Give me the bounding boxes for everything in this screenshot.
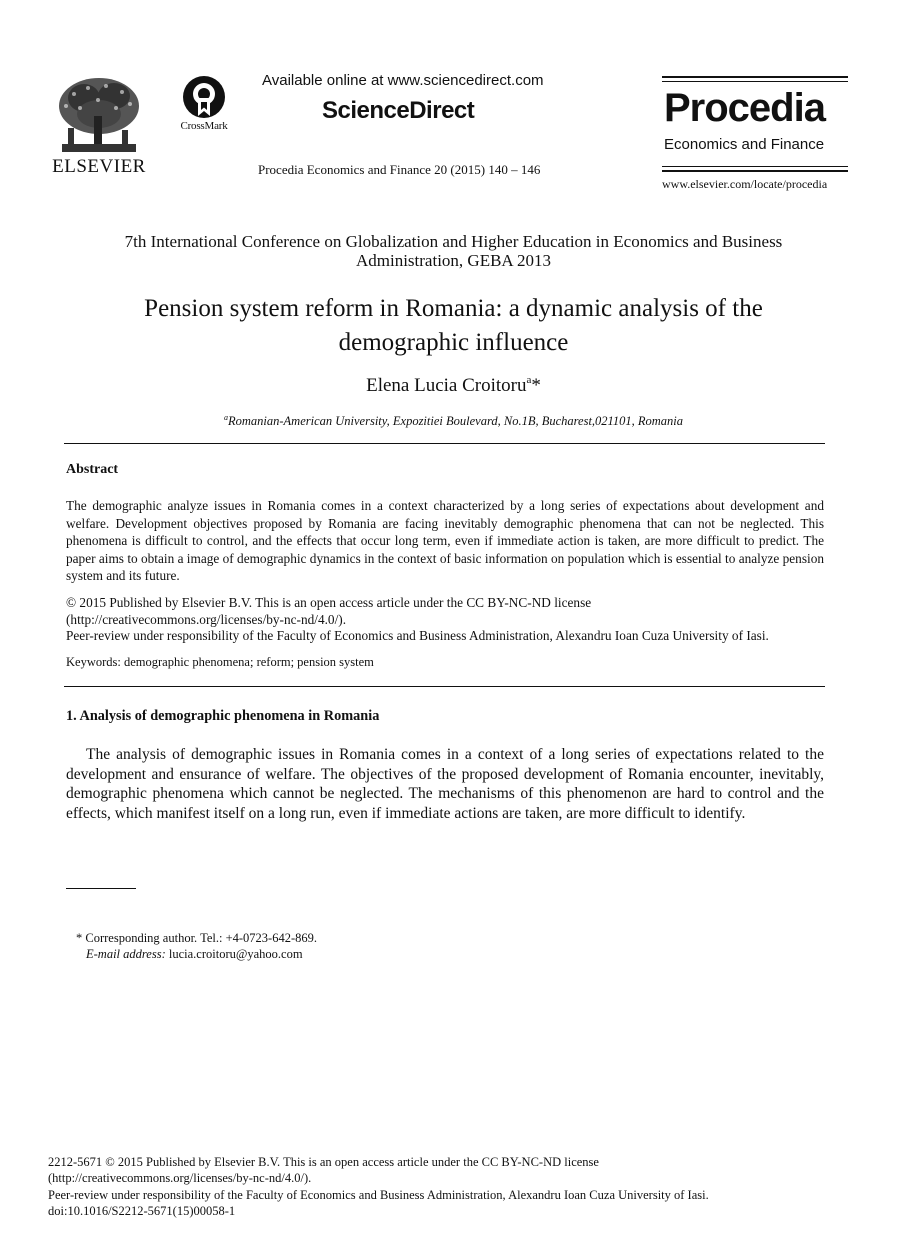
email-address[interactable]: lucia.croitoru@yahoo.com xyxy=(168,947,303,961)
author-line xyxy=(40,374,867,397)
abstract-top-rule xyxy=(64,443,825,444)
email-label: E-mail address: xyxy=(86,947,166,961)
procedia-bottom-rule xyxy=(662,170,848,172)
author-corresponding-mark: * xyxy=(531,375,541,396)
crossmark-label: CrossMark xyxy=(180,120,228,132)
journal-reference: Procedia Economics and Finance 20 (2015) 140 – 146 xyxy=(258,162,541,177)
journal-url-link[interactable]: www.elsevier.com/locate/procedia xyxy=(662,177,828,191)
procedia-top-rule-thin xyxy=(662,81,848,82)
elsevier-logo xyxy=(52,76,146,176)
section-heading: 1. Analysis of demographic phenomena in Romania xyxy=(66,708,380,724)
keywords: Keywords: demographic phenomena; reform; pension system xyxy=(66,655,374,669)
author-affiliation-mark: a xyxy=(526,374,532,386)
conference-line-2: Administration, GEBA 2013 xyxy=(355,251,552,270)
author-name: Elena Lucia Croitoru xyxy=(366,375,527,396)
footer-license-link[interactable]: (http://creativecommons.org/licenses/by-nc-nd/4.0/). xyxy=(48,1171,312,1186)
affiliation-text: Romanian-American University, Expozitiei Boulevard, No.1B, Bucharest,021101, Romania xyxy=(227,414,684,428)
abstract-heading: Abstract xyxy=(66,462,119,477)
license-block xyxy=(66,595,824,645)
affiliation-mark: a xyxy=(223,413,228,422)
paper-title xyxy=(40,292,867,360)
title-line-2: demographic influence xyxy=(338,329,569,356)
footer-license-line: 2212-5671 © 2015 Published by Elsevier B.V. This is an open access article under the CC BY-NC-ND license xyxy=(48,1155,599,1169)
procedia-logo xyxy=(662,76,848,196)
elsevier-tree-icon xyxy=(54,76,144,154)
license-link[interactable]: (http://creativecommons.org/licenses/by-nc-nd/4.0/). xyxy=(66,611,347,627)
affiliation xyxy=(40,413,867,429)
peer-review-line: Peer-review under responsibility of the Faculty of Economics and Business Administration, Alexandru Ioan Cuza University of Iasi. xyxy=(66,628,769,643)
available-online-text: Available online at www.sciencedirect.com xyxy=(262,72,544,89)
license-line: © 2015 Published by Elsevier B.V. This is an open access article under the CC BY-NC-ND license xyxy=(66,595,592,610)
abstract-bottom-rule xyxy=(64,686,825,687)
crossmark-icon xyxy=(181,74,227,120)
procedia-wordmark: Procedia xyxy=(664,86,825,130)
corresponding-author-note: * Corresponding author. Tel.: +4-0723-642-869. xyxy=(76,931,317,945)
email-note xyxy=(86,947,303,962)
footnote-rule xyxy=(66,888,136,889)
section-paragraph: The analysis of demographic issues in Romania comes in a context of a long series of expectations related to the development and ensurance of welfare. The objectives of the proposed development of Romania encounter, inevitably, demographic phenomena which cannot be neglected. The mechanisms of this phenomenon are hard to control and the effects, which manifest itself on a long run, even if immediate actions are taken, are more difficult to identify. xyxy=(66,746,824,823)
elsevier-wordmark: ELSEVIER xyxy=(52,156,146,177)
footer-peer-review: Peer-review under responsibility of the Faculty of Economics and Business Administration, Alexandru Ioan Cuza University of Iasi. xyxy=(48,1187,709,1202)
footer-doi[interactable]: doi:10.1016/S2212-5671(15)00058-1 xyxy=(48,1204,236,1219)
crossmark-badge[interactable] xyxy=(172,74,236,134)
procedia-top-rule xyxy=(662,76,848,78)
page-footer xyxy=(48,1154,838,1220)
conference-name xyxy=(40,232,867,270)
title-line-1: Pension system reform in Romania: a dynamic analysis of the xyxy=(144,295,763,322)
abstract-text: The demographic analyze issues in Romania comes in a context characterized by a long series of expectations about development and welfare. Development objectives proposed by Romania are facing inevitably demographic phenomena that can not be neglected. This phenomena is difficult to control, and the effects that occur long term, even if immediate action is taken, are more difficult to predict. The paper aims to obtain a image of demographic dynamics in the context of basic information on population which is essential to analyze pension system and its future. xyxy=(66,498,824,584)
procedia-bottom-rule-thin xyxy=(662,166,848,167)
conference-line-1: 7th International Conference on Globalization and Higher Education in Economics and Business xyxy=(124,232,783,251)
procedia-subtitle: Economics and Finance xyxy=(664,136,825,153)
sciencedirect-logo: ScienceDirect xyxy=(322,97,475,124)
